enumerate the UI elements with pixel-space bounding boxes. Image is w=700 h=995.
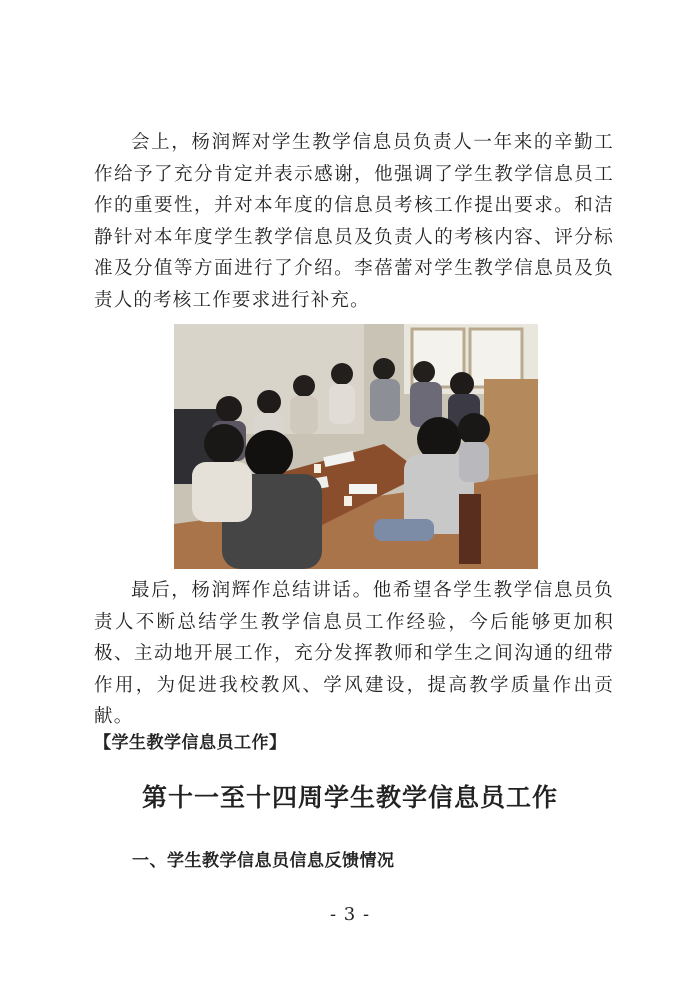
page-number: - 3 - — [329, 904, 371, 925]
section-title: 第十一至十四周学生教学信息员工作 — [141, 783, 558, 812]
section-tag: 【学生教学信息员工作】 — [94, 733, 287, 753]
meeting-photo — [174, 324, 538, 569]
body-paragraph: 会上，杨润辉对学生教学信息员负责人一年来的辛勤工作给予了充分肯定并表示感谢，他强调了学生教学信息员工作的重要性，并对本年度的信息员考核工作提出要求。和洁静针对本年度学生教学信息员及负责人的考核内容、评分标准及分值等方面进行了介绍。李蓓蕾对学生教学信息员及负责人的考核工作要求进行补充。 — [94, 132, 614, 311]
subheading: 一、学生教学信息员信息反馈情况 — [132, 851, 395, 871]
body-paragraph: 最后，杨润辉作总结讲话。他希望各学生教学信息员负责人不断总结学生教学信息员工作经验，今后能够更加积极、主动地开展工作，充分发挥教师和学生之间沟通的纽带作用，为促进我校教风、学风建设，提高教学质量作出贡献。 — [94, 580, 614, 727]
